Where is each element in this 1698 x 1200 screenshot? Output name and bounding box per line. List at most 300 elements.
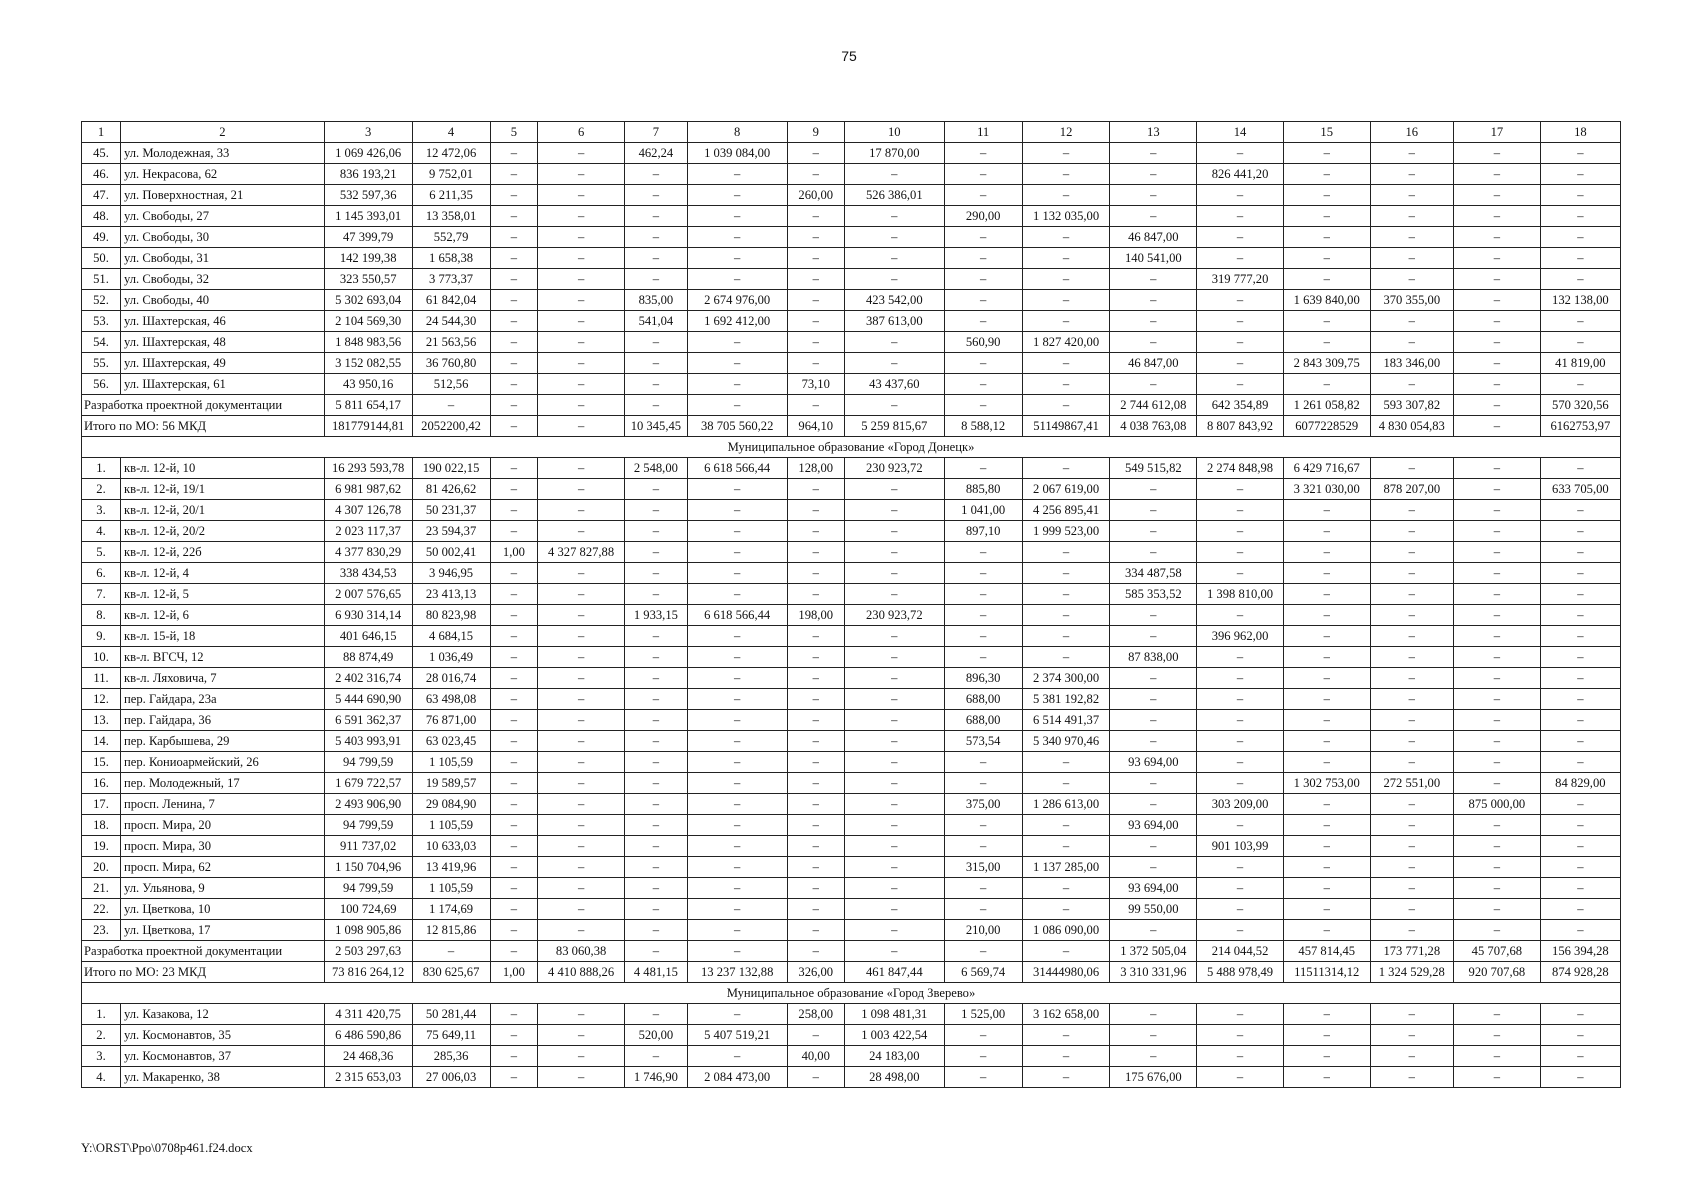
value-cell: – [1370, 647, 1453, 668]
value-cell: – [1110, 794, 1197, 815]
value-cell: – [490, 479, 538, 500]
value-cell: – [1370, 878, 1453, 899]
value-cell: 585 353,52 [1110, 584, 1197, 605]
value-cell: 1 692 412,00 [687, 311, 787, 332]
value-cell: – [944, 311, 1022, 332]
value-cell: 874 928,28 [1540, 962, 1620, 983]
row-number-cell: 16. [82, 773, 121, 794]
value-cell: 836 193,21 [324, 164, 412, 185]
value-cell: – [787, 290, 844, 311]
value-cell: – [1540, 605, 1620, 626]
address-cell: кв-л. 12-й, 22б [121, 542, 325, 563]
value-cell: – [1283, 836, 1370, 857]
value-cell: 173 771,28 [1370, 941, 1453, 962]
value-cell: 1 003 422,54 [844, 1025, 944, 1046]
value-cell: 4 307 126,78 [324, 500, 412, 521]
value-cell: – [624, 521, 687, 542]
value-cell: – [687, 689, 787, 710]
value-cell: – [687, 206, 787, 227]
row-number-cell: 52. [82, 290, 121, 311]
row-number-cell: 19. [82, 836, 121, 857]
value-cell: – [624, 185, 687, 206]
value-cell: – [1197, 1046, 1284, 1067]
value-cell: – [490, 227, 538, 248]
value-cell: 4 830 054,83 [1370, 416, 1453, 437]
value-cell: – [1110, 521, 1197, 542]
value-cell: – [1540, 542, 1620, 563]
value-cell: – [1540, 815, 1620, 836]
value-cell: – [1283, 752, 1370, 773]
value-cell: – [1197, 668, 1284, 689]
value-cell: – [1197, 773, 1284, 794]
table-row [82, 374, 1621, 395]
value-cell: 285,36 [412, 1046, 490, 1067]
header-cell: 3 [324, 122, 412, 143]
design-docs-row [82, 395, 1621, 416]
value-cell: – [687, 521, 787, 542]
value-cell: – [538, 1067, 625, 1088]
address-cell: пер. Кониоармейский, 26 [121, 752, 325, 773]
value-cell: – [1370, 815, 1453, 836]
value-cell: 5 259 815,67 [844, 416, 944, 437]
table-row [82, 227, 1621, 248]
row-number-cell: 48. [82, 206, 121, 227]
address-cell: просп. Мира, 62 [121, 857, 325, 878]
value-cell: 4 481,15 [624, 962, 687, 983]
value-cell: – [538, 479, 625, 500]
value-cell: – [944, 185, 1022, 206]
value-cell: – [687, 836, 787, 857]
row-number-cell: 18. [82, 815, 121, 836]
value-cell: 423 542,00 [844, 290, 944, 311]
value-cell: 28 016,74 [412, 668, 490, 689]
data-table [81, 121, 1621, 1088]
value-cell: – [1197, 143, 1284, 164]
table-row [82, 794, 1621, 815]
value-cell: – [1110, 857, 1197, 878]
value-cell: – [490, 290, 538, 311]
value-cell: 2 374 300,00 [1022, 668, 1110, 689]
table-row [82, 479, 1621, 500]
value-cell: – [490, 605, 538, 626]
value-cell: – [1197, 1025, 1284, 1046]
value-cell: – [687, 374, 787, 395]
value-cell: – [1454, 311, 1541, 332]
value-cell: – [1540, 248, 1620, 269]
value-cell: – [1283, 899, 1370, 920]
table-row [82, 458, 1621, 479]
value-cell: – [844, 668, 944, 689]
value-cell: – [538, 1004, 625, 1025]
value-cell: – [624, 836, 687, 857]
value-cell: 319 777,20 [1197, 269, 1284, 290]
value-cell: – [787, 227, 844, 248]
value-cell: 1 105,59 [412, 752, 490, 773]
header-cell: 4 [412, 122, 490, 143]
value-cell: – [1370, 500, 1453, 521]
value-cell: – [687, 395, 787, 416]
value-cell: – [1022, 185, 1110, 206]
value-cell: – [1454, 584, 1541, 605]
row-number-cell: 7. [82, 584, 121, 605]
value-cell: 4 684,15 [412, 626, 490, 647]
value-cell: 258,00 [787, 1004, 844, 1025]
value-cell: – [1454, 626, 1541, 647]
row-number-cell: 46. [82, 164, 121, 185]
value-cell: 93 694,00 [1110, 752, 1197, 773]
value-cell: – [687, 773, 787, 794]
value-cell: – [490, 689, 538, 710]
value-cell: – [1110, 731, 1197, 752]
value-cell: – [1022, 269, 1110, 290]
row-number-cell: 23. [82, 920, 121, 941]
value-cell: 920 707,68 [1454, 962, 1541, 983]
value-cell: – [944, 836, 1022, 857]
value-cell: 36 760,80 [412, 353, 490, 374]
value-cell: – [1197, 689, 1284, 710]
value-cell: – [624, 269, 687, 290]
value-cell: – [1454, 395, 1541, 416]
value-cell: – [1370, 164, 1453, 185]
value-cell: 1 261 058,82 [1283, 395, 1370, 416]
value-cell: – [624, 731, 687, 752]
value-cell: – [1022, 1067, 1110, 1088]
value-cell: 50 281,44 [412, 1004, 490, 1025]
value-cell: – [1283, 1025, 1370, 1046]
value-cell: 3 152 082,55 [324, 353, 412, 374]
value-cell: – [1110, 290, 1197, 311]
value-cell: – [538, 920, 625, 941]
value-cell: 457 814,45 [1283, 941, 1370, 962]
value-cell: 6 930 314,14 [324, 605, 412, 626]
value-cell: – [944, 458, 1022, 479]
value-cell: 63 498,08 [412, 689, 490, 710]
value-cell: – [844, 626, 944, 647]
value-cell: 183 346,00 [1370, 353, 1453, 374]
value-cell: – [538, 626, 625, 647]
value-cell: – [1022, 542, 1110, 563]
value-cell: 6077228529 [1283, 416, 1370, 437]
value-cell: 911 737,02 [324, 836, 412, 857]
value-cell: – [1283, 269, 1370, 290]
row-number-cell: 56. [82, 374, 121, 395]
value-cell: – [1540, 185, 1620, 206]
value-cell: – [1197, 731, 1284, 752]
value-cell: 1 827 420,00 [1022, 332, 1110, 353]
value-cell: 6162753,97 [1540, 416, 1620, 437]
table-row [82, 773, 1621, 794]
value-cell: – [1370, 710, 1453, 731]
table-row [82, 605, 1621, 626]
value-cell: – [787, 815, 844, 836]
value-cell: 1 069 426,06 [324, 143, 412, 164]
table-row [82, 710, 1621, 731]
value-cell: – [1370, 752, 1453, 773]
value-cell: 128,00 [787, 458, 844, 479]
value-cell: – [787, 563, 844, 584]
value-cell: – [844, 563, 944, 584]
value-cell: 1 639 840,00 [1283, 290, 1370, 311]
value-cell: – [1022, 773, 1110, 794]
value-cell: 4 311 420,75 [324, 1004, 412, 1025]
value-cell: – [624, 1046, 687, 1067]
table-row [82, 269, 1621, 290]
value-cell: 552,79 [412, 227, 490, 248]
table-row [82, 185, 1621, 206]
table-row [82, 626, 1621, 647]
table-row [82, 752, 1621, 773]
value-cell: – [1454, 836, 1541, 857]
value-cell: – [1540, 1067, 1620, 1088]
table-row [82, 563, 1621, 584]
value-cell: – [1454, 164, 1541, 185]
row-number-cell: 53. [82, 311, 121, 332]
value-cell: 1 372 505,04 [1110, 941, 1197, 962]
value-cell: – [1540, 1025, 1620, 1046]
row-number-cell: 3. [82, 500, 121, 521]
value-cell: – [1454, 479, 1541, 500]
value-cell: 541,04 [624, 311, 687, 332]
value-cell: 1 999 523,00 [1022, 521, 1110, 542]
value-cell: – [1197, 479, 1284, 500]
value-cell: – [538, 269, 625, 290]
value-cell: 19 589,57 [412, 773, 490, 794]
value-cell: – [844, 878, 944, 899]
header-cell: 6 [538, 122, 625, 143]
value-cell: 9 752,01 [412, 164, 490, 185]
value-cell: 23 413,13 [412, 584, 490, 605]
value-cell: – [1197, 1067, 1284, 1088]
value-cell: 94 799,59 [324, 878, 412, 899]
row-number-cell: 8. [82, 605, 121, 626]
value-cell: – [538, 164, 625, 185]
value-cell: 94 799,59 [324, 815, 412, 836]
value-cell: – [787, 941, 844, 962]
value-cell: – [538, 815, 625, 836]
section-header-row [82, 437, 1621, 458]
table-row [82, 521, 1621, 542]
address-cell: ул. Космонавтов, 35 [121, 1025, 325, 1046]
value-cell: 2 067 619,00 [1022, 479, 1110, 500]
value-cell: – [412, 941, 490, 962]
value-cell: – [687, 269, 787, 290]
value-cell: 156 394,28 [1540, 941, 1620, 962]
row-number-cell: 50. [82, 248, 121, 269]
row-number-cell: 4. [82, 521, 121, 542]
row-number-cell: 2. [82, 1025, 121, 1046]
value-cell: – [687, 1004, 787, 1025]
value-cell: – [538, 899, 625, 920]
value-cell: 8 588,12 [944, 416, 1022, 437]
value-cell: – [1197, 227, 1284, 248]
value-cell: – [787, 899, 844, 920]
value-cell: 560,90 [944, 332, 1022, 353]
row-number-cell: 3. [82, 1046, 121, 1067]
value-cell: 901 103,99 [1197, 836, 1284, 857]
value-cell: 23 594,37 [412, 521, 490, 542]
header-cell: 1 [82, 122, 121, 143]
value-cell: – [1283, 689, 1370, 710]
value-cell: – [1283, 584, 1370, 605]
value-cell: – [490, 1025, 538, 1046]
value-cell: – [1283, 500, 1370, 521]
value-cell: – [490, 185, 538, 206]
header-cell: 18 [1540, 122, 1620, 143]
value-cell: 570 320,56 [1540, 395, 1620, 416]
value-cell: – [1110, 332, 1197, 353]
address-cell: ул. Поверхностная, 21 [121, 185, 325, 206]
value-cell: – [538, 458, 625, 479]
value-cell: – [624, 479, 687, 500]
value-cell: 1 746,90 [624, 1067, 687, 1088]
value-cell: – [787, 164, 844, 185]
value-cell: 132 138,00 [1540, 290, 1620, 311]
value-cell: 396 962,00 [1197, 626, 1284, 647]
value-cell: – [687, 941, 787, 962]
value-cell: 76 871,00 [412, 710, 490, 731]
value-cell: 1,00 [490, 542, 538, 563]
value-cell: – [1540, 710, 1620, 731]
value-cell: – [844, 773, 944, 794]
address-cell: кв-л. Ляховича, 7 [121, 668, 325, 689]
address-cell: ул. Казакова, 12 [121, 1004, 325, 1025]
value-cell: 1 658,38 [412, 248, 490, 269]
value-cell: – [1540, 311, 1620, 332]
value-cell: 81 426,62 [412, 479, 490, 500]
value-cell: – [1454, 731, 1541, 752]
value-cell: – [844, 521, 944, 542]
value-cell: 1 324 529,28 [1370, 962, 1453, 983]
value-cell: – [1110, 836, 1197, 857]
value-cell: 2 007 576,65 [324, 584, 412, 605]
value-cell: – [687, 1046, 787, 1067]
value-cell: 6 514 491,37 [1022, 710, 1110, 731]
value-cell: – [538, 185, 625, 206]
value-cell: 885,80 [944, 479, 1022, 500]
value-cell: 10 345,45 [624, 416, 687, 437]
value-cell: – [1022, 311, 1110, 332]
value-cell: – [490, 458, 538, 479]
header-cell: 11 [944, 122, 1022, 143]
value-cell: – [944, 647, 1022, 668]
row-number-cell: 12. [82, 689, 121, 710]
address-cell: ул. Шахтерская, 61 [121, 374, 325, 395]
header-row [82, 122, 1621, 143]
value-cell: – [1110, 605, 1197, 626]
value-cell: – [1283, 1004, 1370, 1025]
value-cell: 549 515,82 [1110, 458, 1197, 479]
value-cell: 8 807 843,92 [1197, 416, 1284, 437]
value-cell: – [1110, 206, 1197, 227]
value-cell: – [687, 731, 787, 752]
value-cell: – [1283, 164, 1370, 185]
value-cell: – [538, 416, 625, 437]
value-cell: – [687, 584, 787, 605]
value-cell: – [787, 920, 844, 941]
value-cell: 1 137 285,00 [1022, 857, 1110, 878]
value-cell: – [538, 1025, 625, 1046]
value-cell: – [1370, 668, 1453, 689]
value-cell: – [1110, 185, 1197, 206]
value-cell: – [538, 752, 625, 773]
value-cell: 520,00 [624, 1025, 687, 1046]
value-cell: – [624, 668, 687, 689]
row-label-cell: Итого по МО: 23 МКД [82, 962, 325, 983]
table-row [82, 143, 1621, 164]
value-cell: – [1370, 563, 1453, 584]
table-row [82, 668, 1621, 689]
value-cell: – [1022, 458, 1110, 479]
value-cell: – [687, 248, 787, 269]
value-cell: – [538, 353, 625, 374]
value-cell: – [1454, 1004, 1541, 1025]
value-cell: – [944, 1025, 1022, 1046]
value-cell: – [1022, 563, 1110, 584]
value-cell: – [1370, 374, 1453, 395]
value-cell: – [1454, 206, 1541, 227]
value-cell: 6 618 566,44 [687, 458, 787, 479]
value-cell: – [1283, 605, 1370, 626]
value-cell: 230 923,72 [844, 458, 944, 479]
row-number-cell: 13. [82, 710, 121, 731]
value-cell: 633 705,00 [1540, 479, 1620, 500]
value-cell: – [490, 836, 538, 857]
value-cell: 3 310 331,96 [1110, 962, 1197, 983]
value-cell: – [538, 857, 625, 878]
value-cell: 1 150 704,96 [324, 857, 412, 878]
value-cell: 29 084,90 [412, 794, 490, 815]
value-cell: – [844, 689, 944, 710]
value-cell: – [1197, 332, 1284, 353]
value-cell: – [1454, 752, 1541, 773]
value-cell: – [1454, 878, 1541, 899]
value-cell: – [1540, 206, 1620, 227]
value-cell: – [1454, 227, 1541, 248]
value-cell: – [490, 374, 538, 395]
address-cell: пер. Карбышева, 29 [121, 731, 325, 752]
address-cell: пер. Гайдара, 23а [121, 689, 325, 710]
value-cell: 43 437,60 [844, 374, 944, 395]
value-cell: – [787, 752, 844, 773]
value-cell: – [1454, 374, 1541, 395]
value-cell: 1 039 084,00 [687, 143, 787, 164]
value-cell: – [1454, 563, 1541, 584]
value-cell: 43 950,16 [324, 374, 412, 395]
value-cell: – [1197, 521, 1284, 542]
value-cell: – [1110, 668, 1197, 689]
table-row [82, 731, 1621, 752]
value-cell: 2 023 117,37 [324, 521, 412, 542]
value-cell: – [490, 521, 538, 542]
table-row [82, 1025, 1621, 1046]
value-cell: 210,00 [944, 920, 1022, 941]
value-cell: – [538, 878, 625, 899]
value-cell: – [538, 584, 625, 605]
value-cell: – [1283, 332, 1370, 353]
value-cell: – [1197, 647, 1284, 668]
value-cell: – [490, 353, 538, 374]
value-cell: – [787, 395, 844, 416]
value-cell: – [1540, 689, 1620, 710]
address-cell: ул. Космонавтов, 37 [121, 1046, 325, 1067]
row-number-cell: 45. [82, 143, 121, 164]
value-cell: – [1454, 668, 1541, 689]
value-cell: 28 498,00 [844, 1067, 944, 1088]
row-number-cell: 55. [82, 353, 121, 374]
value-cell: 4 410 888,26 [538, 962, 625, 983]
value-cell: – [1022, 1046, 1110, 1067]
row-number-cell: 51. [82, 269, 121, 290]
